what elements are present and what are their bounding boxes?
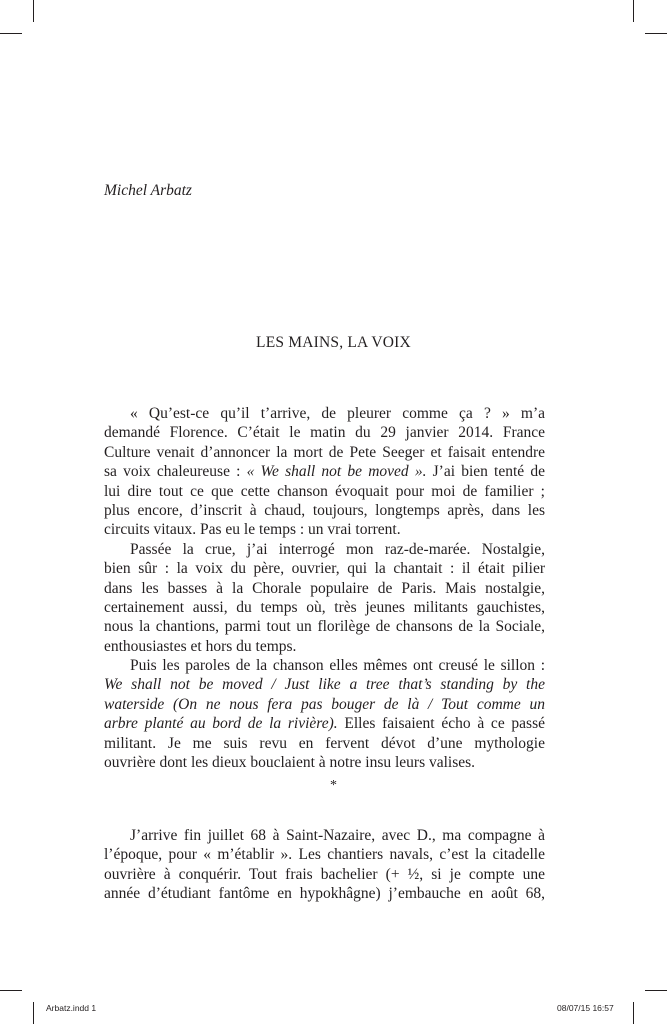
italic-text-run: arbre planté au bord de la rivière). bbox=[104, 715, 338, 733]
text-line bbox=[104, 423, 545, 442]
text-line bbox=[104, 637, 545, 656]
italic-text-run: We shall not be moved / Just like a tree that’s standing by the bbox=[104, 676, 545, 694]
text-line bbox=[104, 884, 545, 903]
text-run: sa voix chaleureuse : bbox=[104, 463, 247, 481]
body-text-before-separator bbox=[104, 404, 545, 772]
text-run: ouvrière à conquérir. Tout frais bachelier (+ ½, si je compte une bbox=[104, 865, 545, 883]
crop-mark-bottom-left-vertical bbox=[33, 1002, 34, 1024]
text-line bbox=[104, 598, 545, 617]
text-line bbox=[104, 714, 545, 733]
text-run: J’ai bien tenté de bbox=[426, 463, 545, 481]
text-run: ouvrière dont les dieux bouclaient à notre insu leurs valises. bbox=[104, 754, 476, 772]
crop-mark-bottom-right-vertical bbox=[633, 1002, 634, 1024]
text-run: demandé Florence. C’était le matin du 29 janvier 2014. France bbox=[104, 424, 545, 442]
text-line bbox=[104, 404, 545, 423]
text-line bbox=[104, 443, 545, 462]
text-run: lui dire tout ce que cette chanson évoquait pour moi de familier ; bbox=[104, 482, 545, 500]
crop-mark-top-right-horizontal bbox=[645, 33, 667, 34]
text-run: militant. Je me suis revu en fervent dévot d’une mythologie bbox=[104, 734, 545, 752]
crop-mark-top-left-horizontal bbox=[0, 33, 22, 34]
crop-mark-top-right-vertical bbox=[633, 0, 634, 22]
text-run: enthousiastes et hors du temps. bbox=[104, 637, 297, 655]
text-line bbox=[104, 617, 545, 636]
crop-mark-bottom-right-horizontal bbox=[645, 990, 667, 991]
text-run: « Qu’est-ce qu’il t’arrive, de pleurer comme ça ? » m’a bbox=[130, 405, 545, 422]
text-run: Puis les paroles de la chanson elles mêmes ont creusé le sillon : bbox=[130, 657, 545, 675]
crop-mark-bottom-left-horizontal bbox=[0, 990, 22, 991]
text-line bbox=[104, 865, 545, 884]
text-line bbox=[104, 462, 545, 481]
text-line bbox=[104, 734, 545, 753]
text-run: bien sûr : la voix du père, ouvrier, qui la chantait : il était pilier bbox=[104, 560, 545, 578]
text-run: circuits vitaux. Pas eu le temps : un vrai torrent. bbox=[104, 521, 401, 539]
text-line bbox=[104, 559, 545, 578]
slug-date-time: 08/07/15 16:57 bbox=[557, 1003, 614, 1013]
text-run: Passée la crue, j’ai interrogé mon raz-de-marée. Nostalgie, bbox=[130, 540, 545, 558]
slug-file-name: Arbatz.indd 1 bbox=[46, 1003, 97, 1013]
text-run: année d’étudiant fantôme en hypokhâgne) j’embauche en août 68, bbox=[104, 885, 545, 903]
text-run: l’époque, pour « m’établir ». Les chantiers navals, c’est la citadelle bbox=[104, 846, 545, 864]
italic-text-run: « We shall not be moved ». bbox=[246, 463, 427, 481]
text-line bbox=[104, 579, 545, 598]
text-line bbox=[104, 520, 545, 539]
text-run: plus encore, d’inscrit à chaud, toujours, longtemps après, dans les bbox=[104, 501, 545, 519]
text-line bbox=[104, 482, 545, 501]
text-line bbox=[104, 656, 545, 675]
body-text-after-separator bbox=[104, 826, 545, 904]
text-run: dans les basses à la Chorale populaire de Paris. Mais nostalgie, bbox=[104, 579, 545, 597]
italic-text-run: waterside (On ne nous fera pas bouger de là / Tout comme un bbox=[104, 695, 545, 713]
text-run: nous la chantions, parmi tout un florilège de chansons de la Sociale, bbox=[104, 618, 545, 636]
crop-mark-top-left-vertical bbox=[33, 0, 34, 22]
text-line bbox=[104, 540, 545, 559]
text-run: Elles faisaient écho à ce passé bbox=[337, 715, 545, 733]
chapter-title: LES MAINS, LA VOIX bbox=[256, 334, 411, 351]
text-line bbox=[104, 826, 545, 845]
text-run: Culture venait d’annoncer la mort de Pete Seeger et faisait entendre bbox=[104, 443, 545, 461]
text-line bbox=[104, 695, 545, 714]
text-run: certainement aussi, du temps où, très jeunes militants gauchistes, bbox=[104, 598, 545, 616]
text-line bbox=[104, 753, 545, 772]
section-separator: * bbox=[330, 778, 337, 793]
text-line bbox=[104, 675, 545, 694]
text-line bbox=[104, 501, 545, 520]
author-name: Michel Arbatz bbox=[104, 182, 192, 199]
text-run: J’arrive fin juillet 68 à Saint-Nazaire, avec D., ma compagne à bbox=[130, 827, 545, 844]
text-line bbox=[104, 845, 545, 864]
